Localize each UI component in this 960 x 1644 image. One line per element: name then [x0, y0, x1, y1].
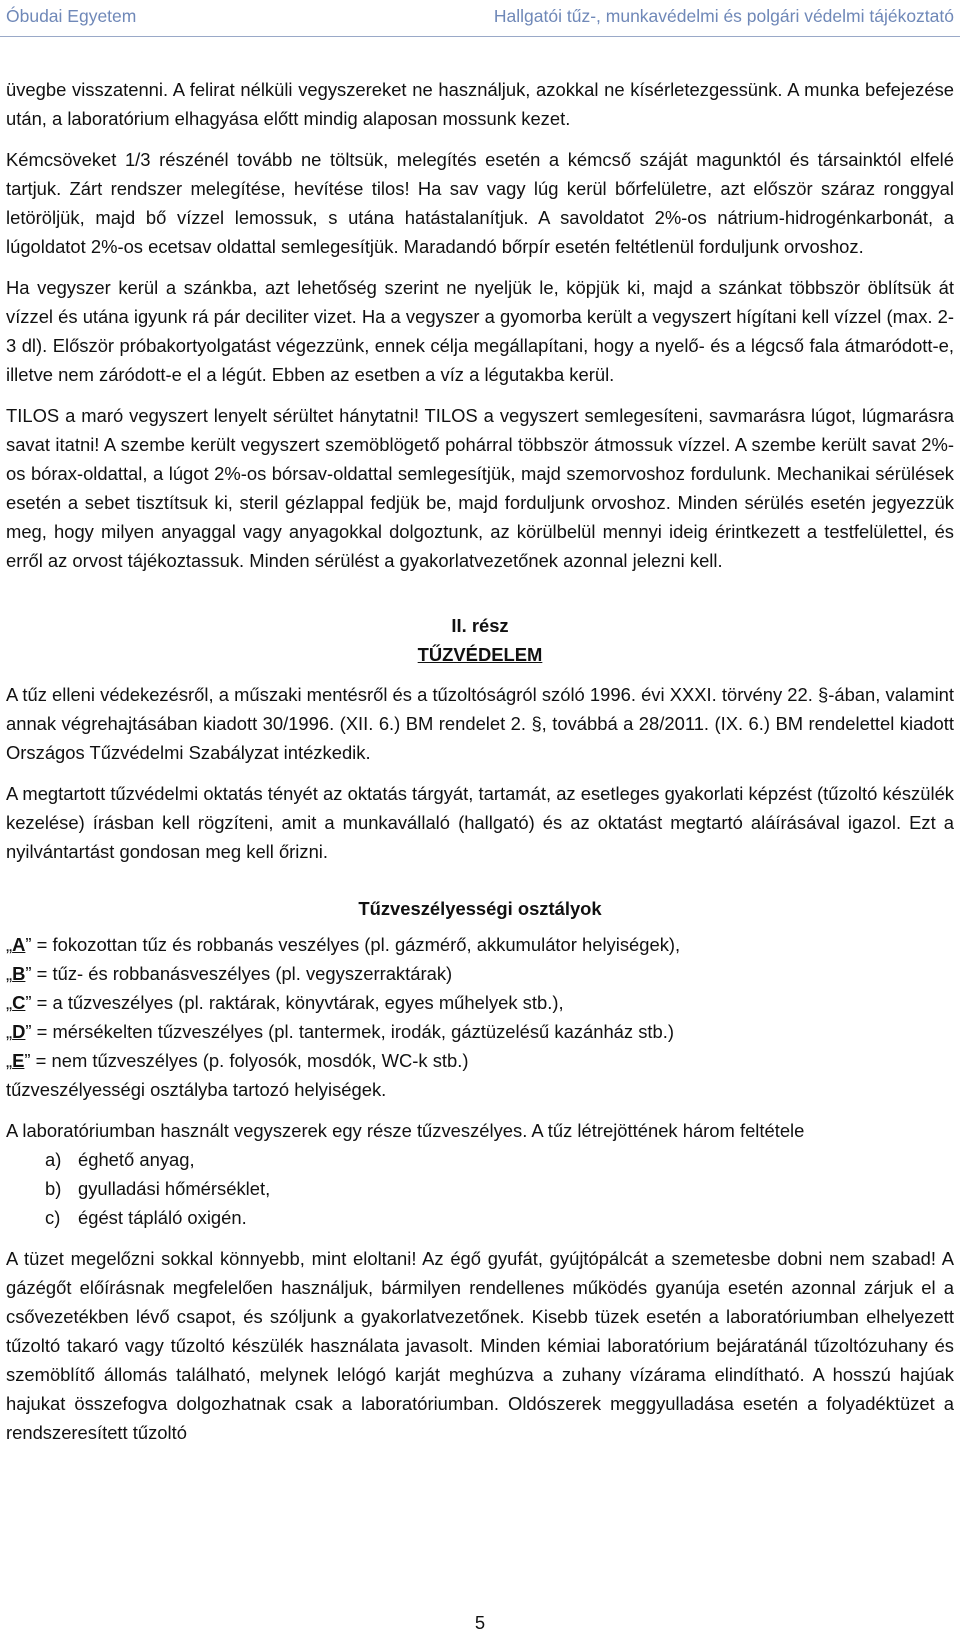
paragraph-prohibitions: TILOS a maró vegyszert lenyelt sérültet hánytatni! TILOS a vegyszert semlegesíteni, savmarásra lúgot, lúgmarásra savat itatni! A szembe került vegyszert szemöblögető pohárral többször átmossuk vízzel. A szembe került savat 2%-os bórax-oldattal, a lúgot 2%-os bórsav-oldattal semlegesítjük, majd szemorvoshoz fordulunk. Mechanikai sérülések esetén a sebet tisztítsuk ki, steril gézlappal fedjük be, majd forduljunk orvoshoz. Minden sérülés esetén jegyezzük meg, hogy milyen anyaggal vagy anyagokkal dolgoztunk, az körülbelül mennyi ideig érintkezett a testfelülettel, és erről az orvost tájékoztassuk. Minden sérülést a gyakorlatvezetőnek azonnal jelezni kell. — [6, 405, 954, 571]
condition-text: gyulladási hőmérséklet, — [78, 1178, 271, 1199]
paragraph-test-tubes: Kémcsöveket 1/3 részénél tovább ne töltsük, melegítés esetén a kémcső száját magunktól és társainktól elfelé tartjuk. Zárt rendszer melegítése, hevítése tilos! Ha sav vagy lúg kerül bőrfelületre, azt először száraz ronggyal letöröljük, majd bő vízzel lemossuk, s utána hatástalanítjuk. A savoldatot 2%-os nátrium-hidrogénkarbonát, a lúgoldatot 2%-os ecetsav oldattal semlegesítjük. Maradandó bőrpír esetén feltétlenül forduljunk orvoshoz. — [6, 149, 954, 257]
condition-label: a) — [45, 1149, 62, 1170]
fire-class-letter: D — [12, 1021, 26, 1042]
condition-label: c) — [45, 1207, 61, 1228]
fire-condition-item — [6, 1174, 954, 1203]
fire-class-list — [6, 930, 954, 1075]
fire-class-letter: E — [12, 1050, 25, 1071]
page-header — [0, 0, 960, 38]
fire-class-letter: A — [12, 934, 26, 955]
document-body — [6, 75, 954, 1459]
condition-text: éghető anyag, — [78, 1149, 195, 1170]
paragraph-fire-conditions: A laboratóriumban használt vegyszerek egy része tűzveszélyes. A tűz létrejöttének három feltétele — [6, 1120, 805, 1141]
fire-class-description: ” = mérsékelten tűzveszélyes (pl. tantermek, irodák, gáztüzelésű kazánház stb.) — [25, 1021, 674, 1042]
paragraph-fire-law: A tűz elleni védekezésről, a műszaki mentésről és a tűzoltóságról szóló 1996. évi XXXI. törvény 22. §-ában, valamint annak végrehajtásában kiadott 30/1996. (XII. 6.) BM rendelet 2. §, továbbá a 28/2011. (IX. 6.) BM rendelettel kiadott Országos Tűzvédelmi Szabályzat intézkedik. — [6, 684, 954, 763]
fire-class-description: ” = nem tűzveszélyes (p. folyosók, mosdók, WC-k stb.) — [24, 1050, 469, 1071]
fire-class-letter: C — [12, 992, 26, 1013]
paragraph-fire-prevention: A tüzet megelőzni sokkal könnyebb, mint eloltani! Az égő gyufát, gyújtópálcát a szemetesbe dobni nem szabad! A gázégőt előírásnak megfelelően használjuk, bármilyen rendellenes működés gyanúja esetén azonnal zárjuk el a csővezetékben lévő csapot, és szóljunk a gyakorlatvezetőnek. Kisebb tüzek esetén a laboratóriumban elhelyezett tűzoltó takaró vagy tűzoltó készülék használata javasolt. Minden kémiai laboratórium bejáratánál tűzoltózuhany és szemöblítő állomás található, melynek lelógó karját meghúzva a zuhany vízárama elindítható. A hosszú hajúak hajukat összefogva dolgozhatnak csak a laboratóriumban. Oldószerek meggyulladása esetén a folyadéktüzet a rendszeresített tűzoltó — [6, 1248, 954, 1443]
part-number: II. rész — [451, 615, 509, 636]
fire-class-item: „C” = a tűzveszélyes (pl. raktárak, könyvtárak, egyes műhelyek stb.), — [6, 992, 564, 1013]
part-title: TŰZVÉDELEM — [417, 644, 543, 665]
paragraph-fire-training: A megtartott tűzvédelmi oktatás tényét az oktatás tárgyát, tartamát, az esetleges gyakorlati képzést (tűzoltó készülék kezelése) írásban kell rögzíteni, amit a munkavállaló (hallgató) és az oktatást megtartó aláírásával igazol. Ezt a nyilvántartást gondosan meg kell őrizni. — [6, 783, 954, 862]
fire-class-item: „A” = fokozottan tűz és robbanás veszélyes (pl. gázmérő, akkumulátor helyiségek), — [6, 934, 681, 955]
page-number: 5 — [474, 1612, 486, 1633]
fire-class-list-tail: tűzveszélyességi osztályba tartozó helyiségek. — [6, 1079, 387, 1100]
fire-conditions-list — [6, 1145, 954, 1232]
fire-class-description: ” = tűz- és robbanásveszélyes (pl. vegyszerraktárak) — [25, 963, 453, 984]
section-title-fire-classes: Tűzveszélyességi osztályok — [358, 898, 602, 919]
header-document-title: Hallgatói tűz-, munkavédelmi és polgári védelmi tájékoztató — [493, 6, 954, 26]
condition-text: égést tápláló oxigén. — [78, 1207, 247, 1228]
header-divider — [0, 36, 960, 37]
condition-label: b) — [45, 1178, 62, 1199]
header-institution: Óbudai Egyetem — [6, 6, 137, 26]
fire-class-description: ” = a tűzveszélyes (pl. raktárak, könyvtárak, egyes műhelyek stb.), — [25, 992, 564, 1013]
fire-class-item: „B” = tűz- és robbanásveszélyes (pl. vegyszerraktárak) — [6, 963, 453, 984]
fire-class-description: ” = fokozottan tűz és robbanás veszélyes (pl. gázmérő, akkumulátor helyiségek), — [25, 934, 681, 955]
paragraph-swallowed-chemical: Ha vegyszer kerül a szánkba, azt lehetőség szerint ne nyeljük le, köpjük ki, majd a szánkat többször öblítsük át vízzel és utána igyunk rá pár deciliter vizet. Ha a vegyszer a gyomorba került a vegyszert hígítani kell vízzel (max. 2-3 dl). Először próbakortyolgatást végezzünk, ennek célja megállapítani, hogy a nyelő- és a légcső fala átmaródott-e, illetve nem záródott-e el a légút. Ebben az esetben a víz a légutakba kerül. — [6, 277, 954, 385]
fire-condition-item — [6, 1203, 954, 1232]
fire-class-item: „E” = nem tűzveszélyes (p. folyosók, mosdók, WC-k stb.) — [6, 1050, 469, 1071]
fire-class-letter: B — [12, 963, 26, 984]
fire-class-item: „D” = mérsékelten tűzveszélyes (pl. tantermek, irodák, gáztüzelésű kazánház stb.) — [6, 1021, 674, 1042]
fire-condition-item — [6, 1145, 954, 1174]
paragraph-handwashing: üvegbe visszatenni. A felirat nélküli vegyszereket ne használjuk, azokkal ne kísérletezgessünk. A munka befejezése után, a laboratórium elhagyása előtt mindig alaposan mossunk kezet. — [6, 79, 954, 129]
